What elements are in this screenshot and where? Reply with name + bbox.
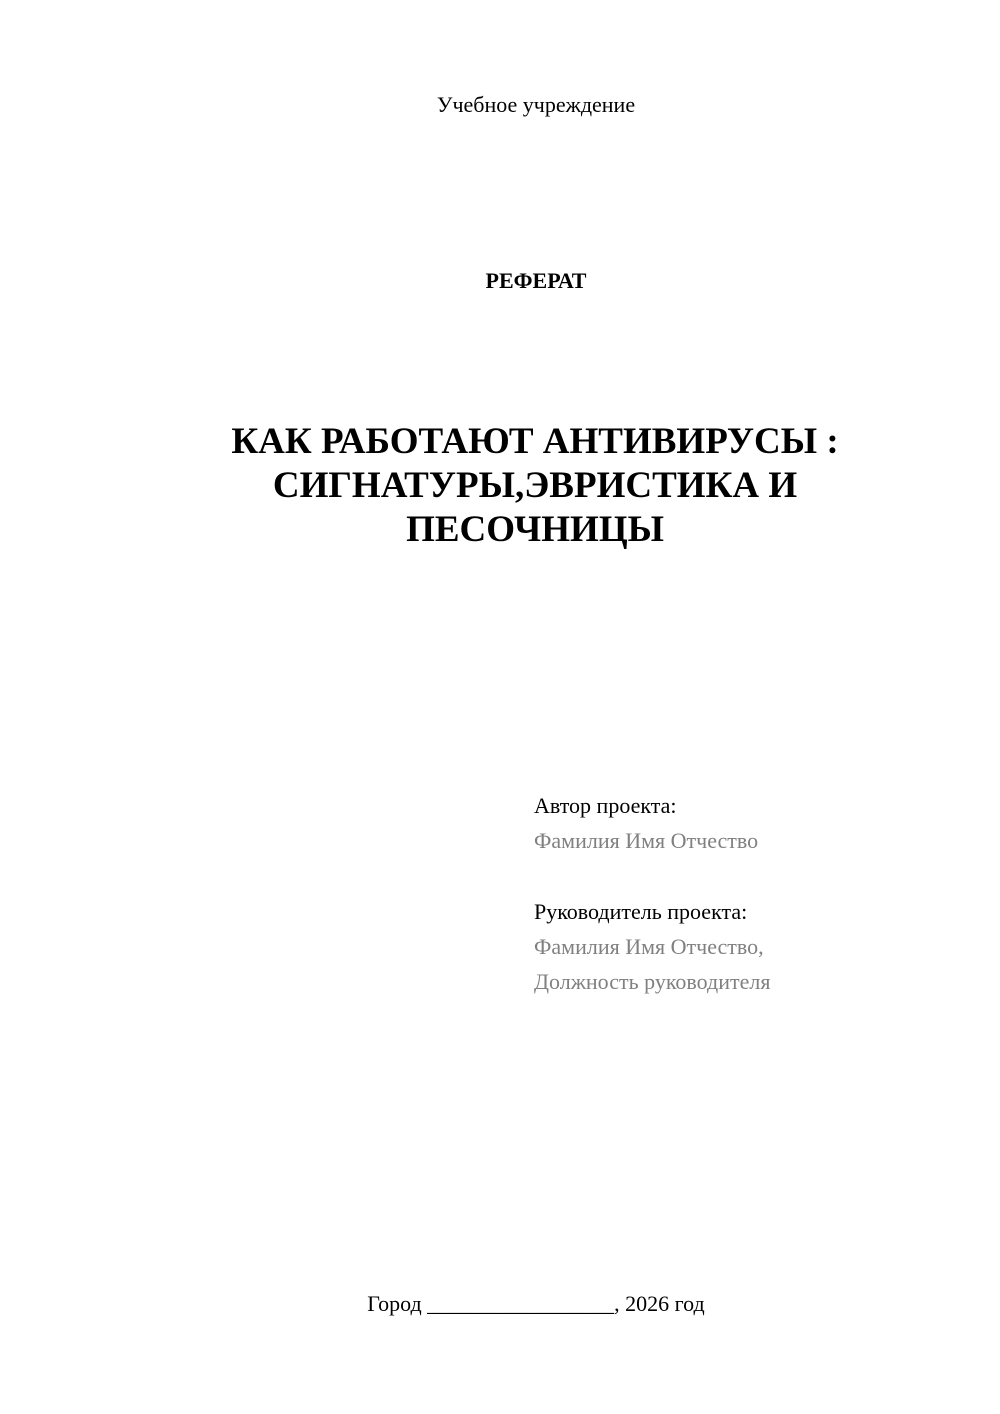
supervisor-position: Должность руководителя <box>534 969 771 994</box>
author-label: Автор проекта: <box>534 793 677 818</box>
author-name: Фамилия Имя Отчество <box>534 828 759 853</box>
title-line-2: СИГНАТУРЫ,ЭВРИСТИКА И <box>272 465 798 506</box>
institution-name: Учебное учреждение <box>436 92 636 117</box>
supervisor-name: Фамилия Имя Отчество, <box>534 934 764 959</box>
title-line-1: КАК РАБОТАЮТ АНТИВИРУСЫ : <box>231 421 839 462</box>
project-info <box>534 788 974 999</box>
document-title <box>180 420 890 552</box>
title-line-3: ПЕСОЧНИЦЫ <box>406 509 664 550</box>
city-year-footer: Город _________________, 2026 год <box>367 1291 705 1316</box>
document-type: РЕФЕРАТ <box>485 268 587 293</box>
supervisor-label: Руководитель проекта: <box>534 899 748 924</box>
